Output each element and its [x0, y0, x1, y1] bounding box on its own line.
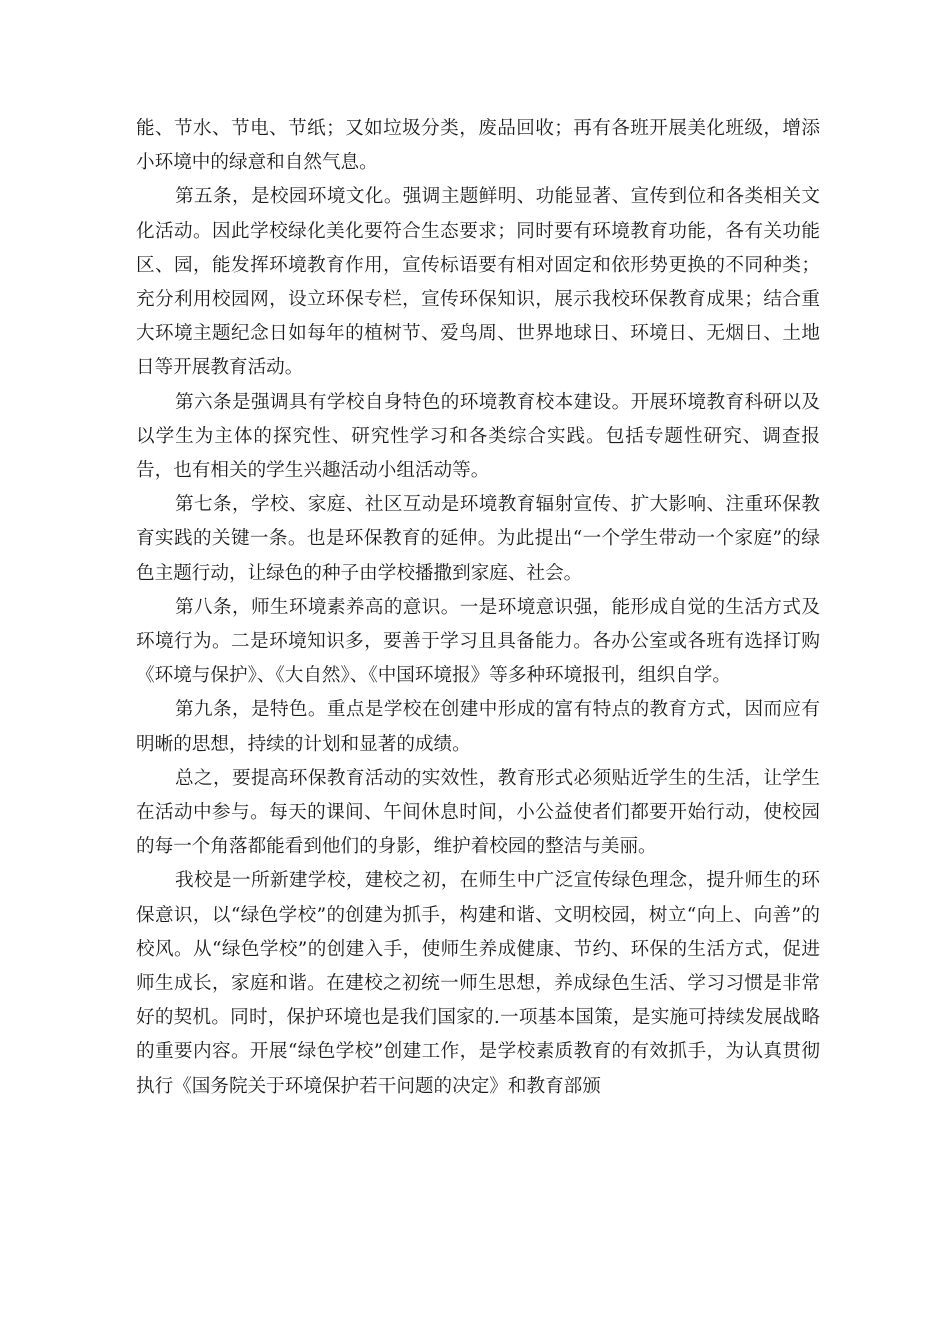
document-page	[136, 112, 820, 1104]
paragraph-article-8: 第八条，师生环境素养高的意识。一是环境意识强，能形成自觉的生活方式及环境行为。二是环境知识多，要善于学习且具备能力。各办公室或各班有选择订购《环境与保护》、《大自然》、《中国环境报》等多种环境报刊，组织自学。	[136, 596, 820, 687]
paragraph-school-intro: 我校是一所新建学校，建校之初，在师生中广泛宣传绿色理念，提升师生的环保意识，以“绿色学校”的创建为抓手，构建和谐、文明校园，树立“向上、向善”的校风。从“绿色学校”的创建入手，使师生养成健康、节约、环保的生活方式，促进师生成长，家庭和谐。在建校之初统一师生思想，养成绿色生活、学习习惯是非常好的契机。同时，保护环境也是我们国家的.一项基本国策，是实施可持续发展战略的重要内容。开展“绿色学校”创建工作，是学校素质教育的有效抓手，为认真贯彻执行《国务院关于环境保护若干问题的决定》和教育部颁	[136, 870, 820, 1097]
paragraph-article-6: 第六条是强调具有学校自身特色的环境教育校本建设。开展环境教育科研以及以学生为主体的探究性、研究性学习和各类综合实践。包括专题性研究、调查报告，也有相关的学生兴趣活动小组活动等。	[136, 391, 820, 482]
paragraph-article-7: 第七条，学校、家庭、社区互动是环境教育辐射宣传、扩大影响、注重环保教育实践的关键一条。也是环保教育的延伸。为此提出“一个学生带动一个家庭”的绿色主题行动，让绿色的种子由学校播撒到家庭、社会。	[136, 494, 820, 584]
paragraph-article-9: 第九条，是特色。重点是学校在创建中形成的富有特点的教育方式，因而应有明晰的思想，持续的计划和显著的成绩。	[136, 699, 820, 755]
paragraph-article-5: 第五条，是校园环境文化。强调主题鲜明、功能显著、宣传到位和各类相关文化活动。因此学校绿化美化要符合生态要求；同时要有环境教育功能，各有关功能区、园，能发挥环境教育作用，宣传标语要有相对固定和依形势更换的不同种类；充分利用校园网，设立环保专栏，宣传环保知识，展示我校环保教育成果；结合重大环境主题纪念日如每年的植树节、爱鸟周、世界地球日、环境日、无烟日、土地日等开展教育活动。	[136, 186, 820, 379]
paragraph-continued: 能、节水、节电、节纸；又如垃圾分类，废品回收；再有各班开展美化班级，增添小环境中的绿意和自然气息。	[136, 118, 820, 174]
paragraph-summary: 总之，要提高环保教育活动的实效性，教育形式必须贴近学生的生活，让学生在活动中参与。每天的课间、午间休息时间，小公益使者们都要开始行动，使校园的每一个角落都能看到他们的身影，维护着校园的整洁与美丽。	[136, 767, 820, 858]
